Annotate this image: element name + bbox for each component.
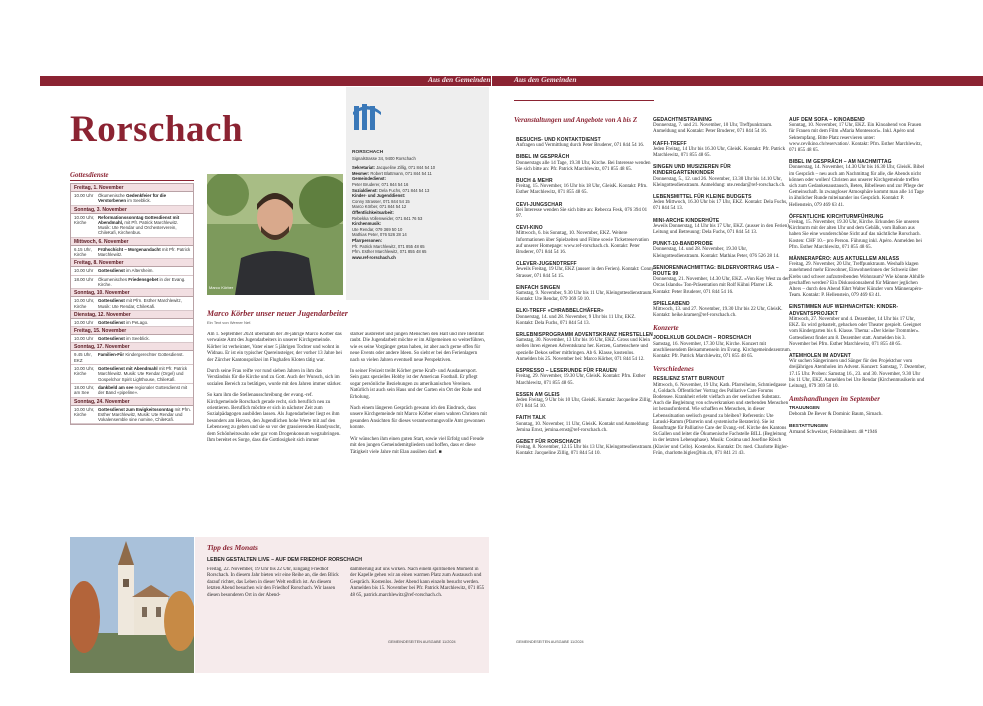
event-title: ELKI-TREFF «CHRABBELCHÄFER»	[516, 308, 604, 315]
service-desc	[97, 246, 193, 259]
event-title: BIBEL IM GESPRÄCH	[516, 154, 570, 161]
service-title: Gedenkfeier für die Verstorbenen	[98, 193, 167, 204]
service-desc	[97, 351, 193, 364]
gottesdienste-heading: Gottesdienste	[70, 171, 109, 179]
contact-value: Dela Fuchs, 071 844 54 13	[377, 187, 430, 193]
service-detail: mit Pfrn. Esther Marchlewitz, Musik: Ute Rendar, ChileKafi.	[98, 298, 182, 309]
service-title: Familien-Fiir	[98, 352, 125, 358]
service-desc	[97, 276, 193, 289]
section-heading: Verschiedenes	[653, 365, 694, 374]
article-paragraph: Durch seine Frau reifte vor rund sieben Jahren in ihm das Verständnis für die Kirche und zu Gott. Auch der Wunsch, sich im sozialen Bereich zu betätigen, wurde mit den Jahren immer stärker.	[207, 369, 342, 387]
service-prefix: Ökumenisches	[98, 276, 129, 282]
right-page	[492, 0, 983, 706]
service-time: 18.00 Uhr	[74, 276, 94, 282]
service-prefix: Ökumenische	[98, 193, 127, 198]
event-entry	[516, 261, 654, 280]
event-body: Deborah De Bever & Dominic Baum, Sirnach.	[789, 412, 883, 418]
article-paragraph: So kam ihm die Stellenausschreibung der evang.-ref. Kirchgemeinde Rorschach gerade recht, sich beruflich neu zu orientieren. Beruflich möchte er sich in nächster Zeit zum Sozialpädagogen ausbilden lassen. Als Jugendarbeiter liegt es ihm besonders am Herzen, den Jugendlichen hohe Werte mit auf den Lebensweg zu geben und sie so vor der grassierenden Handysucht, dem Schönheitswahn oder gar vom Drogenkonsum wegzubringen. Ihm bereitet es Sorge, dass die Gottlosigkeit sich immer	[207, 393, 341, 444]
event-entry	[516, 392, 654, 411]
divider	[70, 180, 194, 181]
event-entry	[789, 406, 927, 418]
event-body: Jeden Mittwoch, 16.30 Uhr bis 17 Uhr, EKZ. Kontakt: Dela Fuchs, 071 844 54 13.	[653, 200, 788, 212]
service-desc	[97, 406, 193, 424]
contact-label: Mesmer:	[352, 170, 370, 176]
contact-label: Pfarrpersonen:	[352, 237, 383, 243]
service-detail: im Altersheim.	[124, 268, 154, 274]
article-paragraph: Am 1. September 2024 übernahm der 38-jährige Marco Körber das verwaiste Amt des Jugendarbeiters in unserer Kirchgemeinde. Körber ist verheiratet, Vater einer 5 jährigen Tochter und wohnt in Widnau. Er ist ein typischer Quereinsteiger, der vorher 13 Jahre bei der Zürcher Kantonspolizei im Flughafen Kloten tätig war.	[207, 332, 342, 363]
event-body: Samstag, 16. November, 17.30 Uhr, Kirche. Konzert mit anschliessendem Beisammensein im Evang. Kirchgemeindezentrum. Kontakt: Pfr. Patrick Marchlewitz, 071 855 48 65.	[653, 341, 791, 360]
event-title: ERLEBNISPROGRAMM ADVENTSKRANZ HERSTELLEN	[516, 332, 653, 339]
event-entry	[653, 164, 791, 189]
service-day: Mittwoch, 6. November	[71, 238, 193, 246]
service-title: Gottesdienst zum Ewigkeitssonntag	[98, 406, 174, 412]
event-title: EINFACH SINGEN	[516, 284, 560, 291]
service-detail: mit Pfrn. Esther Marchlewitz, Musik: Ute Rendar und Vokalensemble sine nomine, ChileKafi.	[98, 406, 191, 423]
service-row	[71, 351, 193, 365]
service-desc	[97, 319, 193, 326]
service-row	[71, 246, 193, 260]
event-entry	[789, 256, 927, 299]
service-row	[71, 384, 193, 398]
section-heading: Amtshandlungen im September	[789, 395, 881, 404]
events-column-3	[789, 117, 927, 657]
footer-left: GEMEINDESEITEN AUSGABE 11/2024	[388, 640, 456, 644]
photo-caption: Marco Körber	[209, 285, 234, 290]
service-time: 10.00 Uhr, Kirche	[74, 214, 95, 225]
event-entry	[516, 415, 654, 434]
service-time: 18.00 Uhr, am See	[74, 384, 95, 396]
contact-value: Peter Bruderer, 071 844 54 16	[352, 181, 409, 187]
record-title: TRAUUNGEN	[789, 406, 820, 412]
contact-label: Öffentlichkeitsarbeit:	[352, 209, 394, 215]
event-body: Mittwoch, 6. November, 19 Uhr, Kath. Pfarreiheim, Schmiedgasse 4, Goldach. Öffentlicher Vortrag des Palliative Care Forums Bodensee. Krankheit erlebt vielfach an der seelischen Substanz. Auch die Begleitung von schwerkranken und sterbenden Menschen ist herausfordernd. Wie schaffen es Menschen, in dieser Lebenssituation seelisch gesund zu bleiben? Referentin: Ute Latuski-Ramm (Pfarrerin und systemische Beraterin). Sie ist Beauftragte für Palliative Care der Evang.-ref. Kirche des Kantons St.Gallen und leitet die Ökumenische Fachstelle BILL (Begleitung in der letzten Lebensphase). Musik: Cosima und Josefine Rösch (Klavier und Cello). Kostenlos. Kontakt: Dr. med. Charlotte Bigler-Frün, charlotte.bigler@hin.ch, 071 841 21 43.	[653, 382, 789, 456]
contact-name: RORSCHACH	[352, 150, 384, 155]
service-desc	[97, 335, 193, 342]
event-body: Anfragen und Vermittlung durch Peter Bruderer, 071 844 54 16.	[516, 143, 645, 149]
service-time: 6.15 Uhr, Kirche	[74, 246, 92, 258]
service-row	[71, 214, 193, 238]
event-body: Donnerstag, 14. November, 14.30 Uhr bis 16.30 Uhr, GleisK. Bibel im Gespräch – neu auch am Nachmittag für alle, die Abends nicht können oder wollen! Christen aus unserer Kirchgemeinde treffen sich zum Gedankenaustausch, Beten, Bibellesen und zur Pflege der Gemeinschaft. In zwangloser Atmosphäre kommt man alle 14 Tage in ähnlicher Runde miteinander ins Gespräch. Kontakt: P. Hellenstein, 079 469 63 41.	[789, 165, 925, 208]
event-entry	[653, 194, 791, 213]
service-detail: in der Evang. Kirche.	[98, 276, 186, 287]
service-desc	[97, 365, 193, 383]
event-title: MINI-ARCHE KINDERHÜTE	[653, 217, 720, 224]
service-day: Sonntag, 3. November	[71, 206, 193, 214]
service-time: 10.00 Uhr	[74, 336, 94, 342]
event-title: RESILIENZ STATT BURNOUT	[653, 376, 725, 383]
service-time: 10.00 Uhr	[74, 319, 94, 325]
event-body: Jeweils Freitag, 19 Uhr, EKZ (ausser in den Ferien). Kontakt: Conny Strasser, 071 844 54 15.	[516, 267, 654, 279]
tipp-column-2: dämmerung auf uns wirken. Nach einem spirituellen Moment in der Kapelle gehen wir an einen warmen Platz zum Austausch und Gespräch. Kostenlos. Jeder Abend kann einzeln besucht werden. Anmelden bis 15. November bei Pfr. Patrick Marchlewitz, 071 855 48 65, patrick.marchlewitz@ref-rorschach.ch.	[350, 567, 485, 598]
event-body: Mittwoch, 6. bis Sonntag, 10. November, EKZ. Weitere Informationen über Spielzeiten und Filme sowie Ticketreservation auf unserer Homepage: www.ref-rorschach.ch. Kontakt: Peter Bruderer, 071 844 54 16.	[516, 231, 649, 256]
event-title: ESPRESSO – LESERUNDE FÜR FRAUEN	[516, 368, 617, 375]
service-detail: im PeLago.	[124, 319, 149, 325]
event-title: CEVI-JUNGSCHAR	[516, 201, 563, 208]
service-detail: mit Pfr. Patrick Marchlewitz. Musik: Ute Rendar (Orgel) und Gospelchor Spirit Lighthouse, ChileKafi.	[98, 366, 188, 382]
event-body: Freitag, 29. November, 20 Uhr, Treffpunktraum. Weshalb klagen zunehmend mehr Einwohner, Einwohnerinnen der Schweiz über Krebs und schwer aufzutreibenden Wohnraum? Wie könnte Abhilfe geschaffen werden? Ein Diskussionsabend für Männer jeglichen Alters – durch den Abend führt Walter Künzler vom Männerapéro-Team. Kontakt: P. Hellenstein, 079 469 63 41.	[789, 262, 925, 299]
service-desc	[97, 214, 193, 237]
event-entry	[516, 308, 654, 327]
event-title: BESUCHS- UND KONTAKTDIENST	[516, 137, 601, 143]
article-paragraph: Wir wünschen ihm einen guten Start, sowie viel Erfolg und Freude mit den jungen Gemeindemitgliedern und hoffen, dass er diese Tätigkeit viele Jahre mit Elan ausüben darf. ■	[350, 436, 484, 455]
service-title: Gottesdienst	[98, 336, 125, 342]
event-title: BIBEL IM GESPRÄCH – AM NACHMITTAG	[789, 159, 892, 166]
section-heading: Konzerte	[653, 324, 679, 333]
event-body: Bei Interesse wenden Sie sich bitte an: Rebecca Fesk, 076 394 01 97.	[516, 207, 648, 220]
service-row	[71, 335, 193, 343]
service-day: Freitag, 8. November	[71, 259, 193, 267]
service-desc	[97, 297, 193, 310]
tipp-column-1: Freitag, 22. November, 19 Uhr bis 22 Uhr, Eingang Friedhof Rorschach. In diesem Jahr bieten wir eine Reihe an, die den Blick darauf richtet, das Leben in dieser Welt endlich ist. An diesem letzten Abend besuchen wir den Friedhof Rorschach. Wir lassen diesen besonderen Ort in der Abend-	[207, 567, 339, 598]
service-day: Sonntag, 10. November	[71, 289, 193, 297]
header-band	[40, 76, 491, 86]
event-title: SENIORENNACHMITTAG: BILDERVORTRAG USA – ROUTE 99	[653, 264, 779, 278]
contact-box	[346, 87, 489, 300]
service-time: 10.00 Uhr, Kirche	[74, 406, 95, 417]
service-desc	[97, 192, 193, 205]
event-title: JODELKLUB GOLDACH – RORSCHACH	[653, 335, 752, 342]
service-row	[71, 365, 193, 384]
service-day: Sonntag, 24. November	[71, 398, 193, 406]
tipp-subheading: LEBEN GESTALTEN LIVE – AUF DEM FRIEDHOF RORSCHACH	[207, 557, 362, 563]
event-body: Freitag, 29. November, 19.30 Uhr, GleisK. Kontakt: Pfrn. Esther Marchlewitz, 071 855 48 65.	[516, 374, 646, 386]
article-paragraph: In seiner Freizeit treibt Körber gerne Kraft- und Ausdauersport. Sein ganz spezielles Hobby ist der American Football. Er pflegt sogar persönliche Beziehungen zu amerikanischen Vereinen. Natürlich ist auch sein Haus und der Garten ein Ort der Ruhe und Erholung.	[350, 369, 482, 400]
event-title: KAFFI-TREFF	[653, 140, 687, 147]
event-title: CLEVER-JUGENDTREFF	[516, 261, 577, 268]
article-byline: Ein Text von Werner Nef.	[207, 320, 252, 325]
event-entry	[653, 265, 791, 296]
event-body: Jeden Freitag, 14 Uhr bis 16.30 Uhr, GleisK. Kontakt: Pfr. Patrick Marchlewitz, 071 855 48 65.	[653, 146, 786, 159]
service-day: Sonntag, 17. November	[71, 343, 193, 351]
service-detail: im Seeblick.	[126, 198, 151, 204]
event-title: ÖFFENTLICHE KIRCHTURMFÜHRUNG	[789, 213, 884, 220]
event-body: Donnerstag, 21. November, 14.30 Uhr, EKZ. «Von Key West zu den Orcas Islands» Ton-Präsentation mit Rolf Kühni Pfarrer i.R. Kontakt: Peter Bruderer, 071 844 54 16.	[653, 277, 790, 295]
event-body: Freitag, 8. November, 12.15 Uhr bis 13 Uhr, Kleingottesdienstraum. Kontakt: Jacqueline Zillig, 071 844 54 10.	[516, 445, 653, 457]
service-time: 10.00 Uhr	[74, 268, 94, 274]
article-column-1	[207, 332, 344, 530]
contact-label: Gemeindedienst:	[352, 176, 386, 182]
contact-value: Conny Strasser, 071 844 54 15	[352, 198, 410, 204]
service-title: Reformationssonntag Gottesdienst mit Abendmahl,	[98, 214, 180, 225]
event-entry	[516, 178, 654, 197]
page-title: Rorschach	[70, 109, 244, 150]
contact-address: Signalstrasse 34, 9400 Rorschach	[352, 155, 416, 161]
record-title: BESTATTUNGEN	[789, 423, 828, 429]
event-body: Jeden Freitag, 9 Uhr bis 10 Uhr, GleisK. Kontakt: Jacqueline Zillig, 071 844 54 10.	[516, 397, 652, 410]
service-title: dankbeld am see	[98, 384, 134, 390]
header-band	[492, 76, 983, 86]
events-column-1	[516, 137, 654, 657]
church-logo-icon	[352, 102, 382, 132]
event-entry	[516, 137, 654, 149]
event-body: Donnerstag, 14. und 28. November, 19.30 Uhr, Kleingottesdienstraum. Kontakt: Mathias Peter, 076 526 28 14.	[653, 247, 780, 259]
article-column-2	[350, 332, 487, 530]
service-detail: Kindergerechter Gottesdienst.	[124, 352, 184, 358]
contact-value: Mathias Peter, 076 526 28 14	[352, 232, 407, 238]
service-time: 10.00 Uhr, Kirche	[74, 298, 95, 309]
event-entry	[516, 285, 654, 304]
service-row	[71, 192, 193, 206]
event-title: MÄNNERAPÉRO: AUS AKTUELLEM ANLASS	[789, 256, 900, 263]
event-body: Freitag, 15. November, 16 Uhr bis 18 Uhr, GleisK. Kontakt: Pfrn. Esther Marchlewitz, 071 855 48 65.	[516, 184, 648, 196]
service-time: 9.45 Uhr, EKZ	[74, 352, 92, 363]
event-title: CEVI-KINO	[516, 225, 543, 232]
event-entry	[516, 154, 654, 173]
gottesdienste-table	[70, 183, 194, 425]
event-body: Wir suchen Sängerinnen und Sänger für den Projektchor vom dreijährigen Atemholen im Advent. Konzert: Samstag, 7. Dezember, 17.15 Uhr. Proben: Samstag 16., 23. und 30. November, 9.30 Uhr bis 11 Uhr, EKZ. Anmelden bei Ute Rendar (Kirchenmusikerin und Leitung), 079 369 50 10.	[789, 359, 926, 389]
event-entry	[516, 332, 654, 363]
event-entry	[516, 202, 654, 221]
event-title: ESSEN AM GLEIS	[516, 391, 560, 398]
event-title: LEBENSMITTEL FÜR KLEINE BUDGETS	[653, 194, 752, 201]
event-title: EINSTIMMEN AUF WEIHNACHTEN: KINDER-ADVENTSPROJEKT	[789, 304, 899, 317]
event-body: Freitag, 15. November, 19.30 Uhr, Kirche. Erkunden Sie unseren Kirchturm mit der alten Uhr und dem Gebälk, vom Balkon aus haben Sie eine wunderschöne Sicht auf das nächtliche Rorschach. Kosten: CHF 10.– pro Person. Führung inkl. Apéro. Anmelden bei Pfrn. Esther Marchlewitz, 071 855 48 65.	[789, 220, 922, 250]
service-title: Gottesdienst	[98, 319, 125, 325]
service-time: 10.00 Uhr, Kirche	[74, 366, 95, 377]
event-body: Donnerstag, 5., 12. und 26. November, 13.30 Uhr bis 14.10 Uhr, Kleingottesdienstraum. Anmeldung: ute.rendar@ref-rorschach.ch.	[653, 176, 786, 188]
service-time: 10.00 Uhr	[74, 193, 94, 198]
event-body: Mittwoch, 27. November und 4. Dezember, 14 Uhr bis 17 Uhr, EKZ. Es wird gebastelt, gebacken oder Theater gespielt. Geeignet vom Kindergarten bis 6. Klasse. Thema: «Der kleine Trommler». Gottesdienst findet am 8. Dezember statt. Anmelden bis 3. November bei Pfrn. Esther Marchlewitz, 071 855 48 65.	[789, 316, 921, 347]
event-entry	[516, 368, 654, 387]
contact-value: Jacqueline Zillig, 071 844 54 10	[375, 165, 436, 171]
event-body: Samstag, 9. November, 9.30 Uhr bis 11 Uhr, Kleingottesdienstraum. Kontakt: Ute Rendar, 079 369 50 10.	[516, 291, 653, 303]
event-title: FAITH TALK	[516, 415, 546, 422]
church-photo	[70, 537, 194, 673]
service-row	[71, 319, 193, 327]
event-title: GEBET FÜR RORSCHACH	[516, 438, 581, 445]
contact-list	[352, 150, 486, 260]
event-entry	[653, 241, 791, 260]
service-day: Freitag, 15. November	[71, 327, 193, 335]
event-entry	[653, 141, 791, 160]
service-row	[71, 297, 193, 311]
header-band-label: Aus den Gemeinden	[514, 75, 577, 84]
event-body: Sonntag, 10. November, 11 Uhr, GleisK. Kontakt und Anmeldung: Jemina Ernst, jemina.ernst@ref-rorschach.ch.	[516, 421, 650, 433]
divider	[514, 100, 654, 101]
event-title: SINGEN UND MUSIZIEREN FÜR KINDERGARTENKINDER	[653, 164, 731, 177]
event-body: Jeweils Donnerstag, 14 Uhr bis 17 Uhr, EKZ. (ausser in den Ferien). Leitung und Betreuung: Dela Fuchs, 071 844 54 13.	[653, 223, 791, 236]
event-body: Donnerstag, 7. und 21. November, 10 Uhr, Treffpunktraum. Anmeldung und Kontakt: Peter Bruderer, 071 844 54 16.	[653, 123, 773, 135]
header-band-label: Aus den Gemeinden	[428, 75, 491, 84]
event-body: Armand Schweizer, Feldmühlestr. 48 *1946	[789, 429, 878, 435]
service-detail: im Seeblick.	[124, 336, 150, 342]
event-entry	[653, 376, 791, 457]
portrait-photo	[207, 174, 343, 295]
event-entry	[516, 439, 654, 458]
service-row	[71, 276, 193, 290]
event-entry	[789, 424, 927, 436]
contact-label: www.ref-rorschach.ch	[352, 254, 396, 260]
service-title: Gottesdienst	[98, 268, 125, 274]
service-row	[71, 406, 193, 425]
service-detail: regionaler Gottesdienst mit der Band «pipeline».	[98, 384, 188, 396]
contact-value: Pfr. Patrick Marchlewitz, 071 855 48 65	[352, 243, 425, 249]
event-entry	[653, 218, 791, 237]
event-entry	[789, 304, 927, 347]
contact-value: Robert Blattmann, 071 844 54 11	[369, 170, 432, 176]
event-body: Mittwoch, 13. und 27. November, 19.30 Uhr bis 22 Uhr, GleisK. Kontakt: heike.kramer@ref-rorschach.ch.	[653, 307, 783, 319]
event-entry	[789, 214, 927, 251]
tipp-heading: Tipp des Monats	[207, 543, 258, 552]
service-title: Gottesdienst mit Abendmahl	[98, 366, 158, 372]
events-heading: Veranstaltungen und Angebote von A bis Z	[514, 116, 638, 124]
event-body: Sonntag, 10. November, 17 Uhr, EKZ. Ein Kinoabend von Frauen für Frauen mit dem Film «Maria Montessori». Inkl. Apéro und Sektempfang. Bitte Platz reservieren unter: www.cevikino.ch/reservation/. Kontakt: Pfrn. Esther Marchlewitz, 071 855 48 65.	[789, 123, 922, 154]
events-column-2	[653, 117, 791, 657]
event-entry	[789, 159, 927, 209]
service-desc	[97, 267, 193, 274]
contact-label: Kirchenmusik:	[352, 221, 382, 227]
service-title: Gottesdienst	[98, 298, 125, 304]
contact-label: Sekretariat:	[352, 165, 376, 171]
service-day: Freitag, 1. November	[71, 184, 193, 192]
event-entry	[653, 301, 791, 320]
contact-value: Ute Rendar, 079 369 50 10	[352, 226, 403, 232]
event-entry	[653, 335, 791, 360]
contact-value: Rebekka Vollenweider, 071 841 76 53	[352, 215, 423, 221]
service-detail: mit Pfr. Patrick Marchlewitz.	[98, 246, 191, 258]
event-entry	[516, 225, 654, 256]
service-desc	[97, 384, 193, 397]
footer-right: GEMEINDESEITEN AUSGABE 11/2024	[516, 640, 584, 644]
event-body: Samstag, 30. November, 13 Uhr bis 16 Uhr, EKZ. Gross und Klein stellen ihren eigenen Adventskranz her. Kerzen, Gartenschere und spezielle Dekos selber mitbringen. Ab 6. Klasse, kostenlos. Anmelden bis 25. November bei: Marco Körber, 071 844 54 12.	[516, 338, 651, 362]
event-title: AUF DEM SOFA – KINOABEND	[789, 117, 865, 123]
event-title: GEDÄCHTNISTRAINING	[653, 117, 713, 123]
article-paragraph: Nach einem längeren Gespräch gewann ich den Eindruck, dass unsere Kirchgemeinde mit Marco Körber einen wahren Christen mit gesunden Ansichten für dieses verantwortungsvolle Amt gewonnen konnte.	[350, 406, 487, 431]
contact-value: Pfrn. Esther Marchlewitz, 071 855 48 65	[352, 249, 427, 255]
service-detail: mit Pfr. Patrick Marchlewitz. Musik: Ute Rendar und Orchesterverein, ChileKafi, Kirchenbus.	[98, 219, 179, 236]
event-body: Donnerstag, 14. und 28. November, 9 Uhr bis 11 Uhr, EKZ. Kontakt: Dela Fuchs, 071 844 54 13.	[516, 314, 636, 326]
service-title: Frühschicht – Morgenandacht	[98, 246, 161, 252]
event-body: Donnerstags alle 14 Tage, 19.30 Uhr, Kirche. Bei Interesse wenden Sie sich bitte an: Pfr. Patrick Marchlewitz, 071 855 48 65.	[516, 160, 651, 172]
contact-line	[352, 255, 486, 261]
left-page	[0, 0, 491, 706]
event-title: PUNKT-10-BANDPROBE	[653, 241, 713, 248]
contact-label: Sozialdienst:	[352, 187, 378, 193]
article-paragraph: stärker ausbreitet und jungen Menschen den Halt und ihre Identität raubt. Die Jugendarbeit möchte er im Allgemeinen so weiterführen, wie es seine Vorgänger getan haben, ist aber auch gerne offen für neue Events oder andere Ideen. So sieht er bei den Ferienlagern nach so vielen Jahren eventuell neue Perspektiven.	[350, 332, 485, 363]
event-title: BUCH & MEHR	[516, 178, 553, 185]
service-day: Dienstag, 12. November	[71, 311, 193, 319]
article-headline: Marco Körber unser neuer Jugendarbeiter	[207, 309, 348, 318]
event-entry	[789, 353, 927, 390]
event-entry	[789, 117, 927, 154]
contact-value: Marco Körber, 071 844 54 12	[352, 204, 407, 210]
service-row	[71, 267, 193, 275]
event-title: SPIELEABEND	[653, 300, 690, 307]
event-title: ATEMHOLEN IM ADVENT	[789, 352, 851, 359]
contact-label: Kinder- und Jugenddienst:	[352, 193, 406, 199]
service-title: Friedensgebet	[128, 276, 159, 282]
event-entry	[653, 117, 791, 136]
